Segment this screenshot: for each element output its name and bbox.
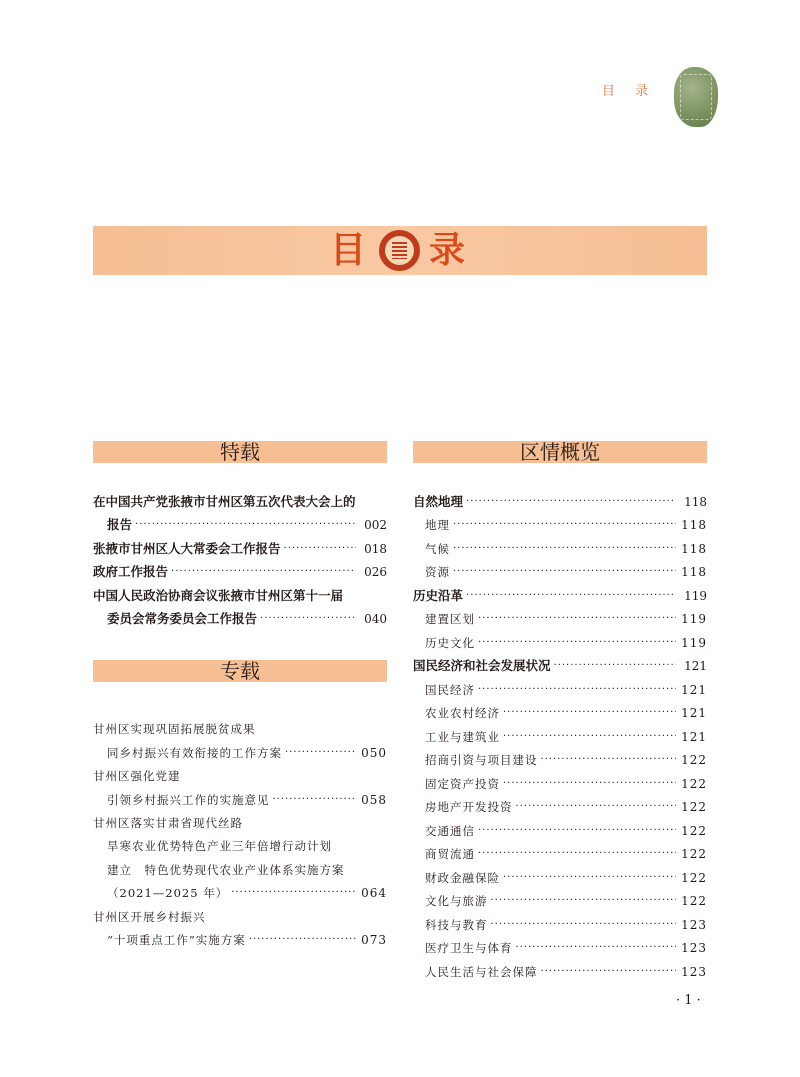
toc-entry[interactable]: 政府工作报告 ····· 026 [93,562,387,582]
toc-entry[interactable]: 自然地理 ····· 118 [413,492,707,512]
toc-entry[interactable]: 资源 ····· 118 [425,562,707,582]
toc-entry[interactable]: 甘州区开展乡村振兴 [93,910,206,924]
toc-entry[interactable]: 同乡村振兴有效衔接的工作方案 ····· 050 [107,743,387,763]
page-number: · 1 · [676,993,701,1008]
toc-entry[interactable]: 委员会常务委员会工作报告 ····· 040 [107,609,387,629]
toc-entry[interactable]: 财政金融保险 ····· 122 [425,868,707,888]
toc-entry[interactable]: 房地产开发投资 ····· 122 [425,797,707,817]
toc-entry[interactable]: （2021—2025 年） ····· 064 [107,883,387,903]
toc-title-banner [93,226,707,275]
emblem-icon [379,230,420,271]
toc-entry[interactable]: 招商引资与项目建设 ····· 122 [425,750,707,770]
banner-title-char-2: 录 [429,230,466,271]
toc-entry[interactable]: 历史沿革 ····· 119 [413,586,707,606]
toc-entry[interactable]: 工业与建筑业 ····· 121 [425,727,707,747]
section-heading-zhuanzai: 专载 [93,660,387,682]
toc-entry[interactable]: 农业农村经济 ····· 121 [425,703,707,723]
toc-entry[interactable]: 国民经济 ····· 121 [425,680,707,700]
toc-entry[interactable]: 固定资产投资 ····· 122 [425,774,707,794]
toc-entry[interactable]: 建立 特色优势现代农业产业体系实施方案 [107,863,345,877]
toc-entry[interactable]: 甘州区强化党建 [93,769,181,783]
toc-entry[interactable]: 地理 ····· 118 [425,515,707,535]
banner-title-char-1: 目 [330,230,367,271]
seal-stamp-icon [674,67,718,127]
running-header-label: 目 录 [601,84,656,99]
toc-entry[interactable]: 国民经济和社会发展状况 ····· 121 [413,656,707,676]
toc-entry[interactable]: 文化与旅游 ····· 122 [425,891,707,911]
toc-entry[interactable]: 建置区划 ····· 119 [425,609,707,629]
toc-entry[interactable]: 医疗卫生与体育 ····· 123 [425,938,707,958]
toc-entry[interactable]: 在中国共产党张掖市甘州区第五次代表大会上的 [93,494,356,509]
toc-entry[interactable]: 报告 ····· 002 [107,515,387,535]
toc-entry[interactable]: 商贸流通 ····· 122 [425,844,707,864]
toc-entry[interactable]: 交通通信 ····· 122 [425,821,707,841]
toc-entry[interactable]: “十项重点工作”实施方案 ····· 073 [107,930,387,950]
section-heading-quqing: 区情概览 [413,441,707,463]
section-heading-teizai: 特载 [93,441,387,463]
toc-entry[interactable]: 张掖市甘州区人大常委会工作报告 ····· 018 [93,539,387,559]
toc-entry[interactable]: 引领乡村振兴工作的实施意见 ····· 058 [107,790,387,810]
toc-entry[interactable]: 科技与教育 ····· 123 [425,915,707,935]
toc-entry[interactable]: 历史文化 ····· 119 [425,633,707,653]
toc-entry[interactable]: 人民生活与社会保障 ····· 123 [425,962,707,982]
toc-entry[interactable]: 中国人民政治协商会议张掖市甘州区第十一届 [93,588,344,603]
toc-entry[interactable]: 旱寒农业优势特色产业三年倍增行动计划 [107,839,332,853]
toc-entry[interactable]: 气候 ····· 118 [425,539,707,559]
toc-entry[interactable]: 甘州区实现巩固拓展脱贫成果 [93,722,256,736]
toc-entry[interactable]: 甘州区落实甘肃省现代丝路 [93,816,243,830]
